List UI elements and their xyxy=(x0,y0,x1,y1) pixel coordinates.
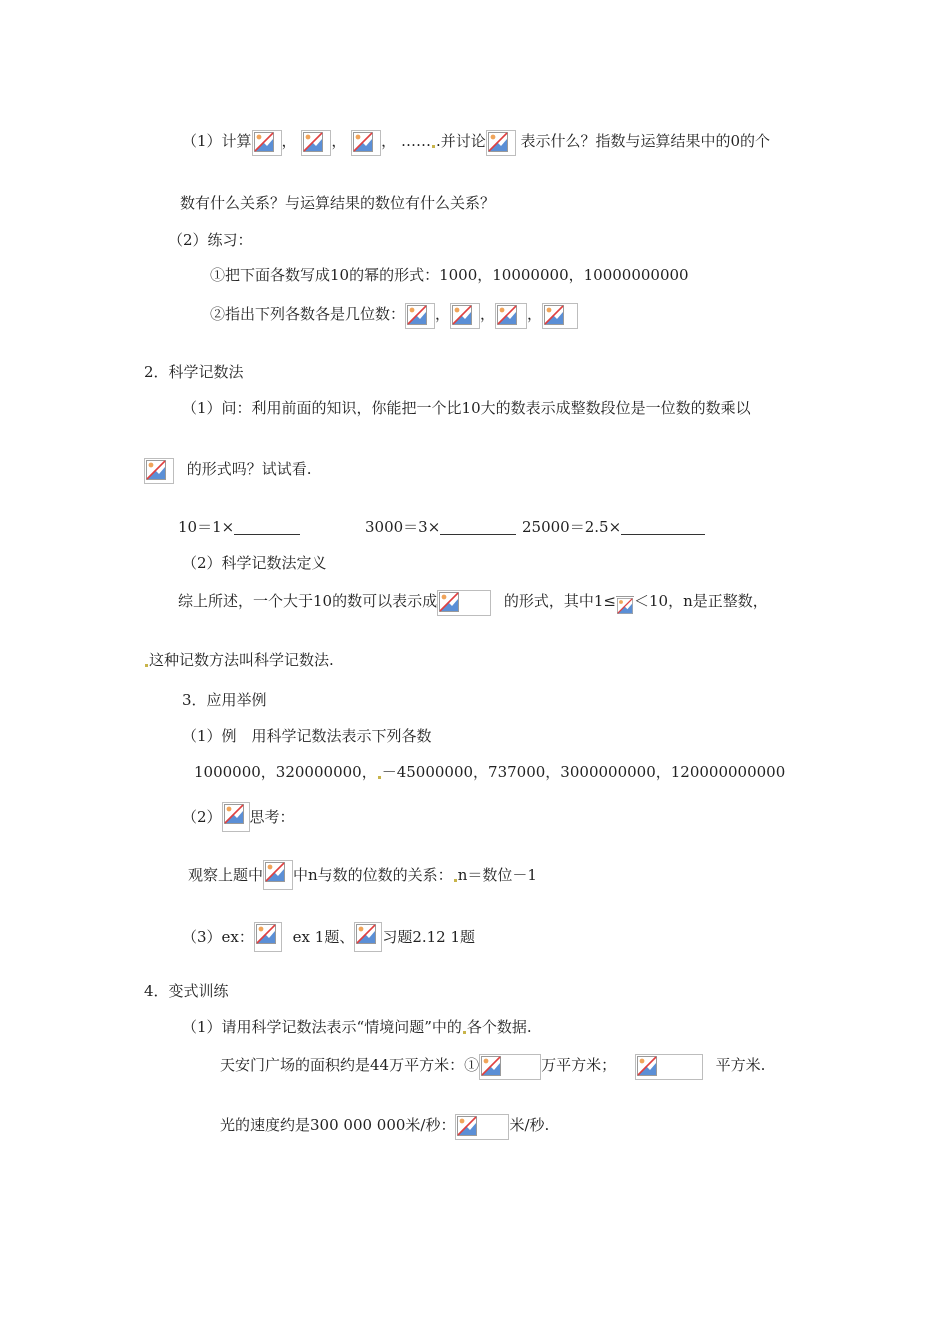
definition-title: （2）科学记数法定义 xyxy=(182,554,327,572)
broken-image-icon xyxy=(301,130,331,156)
answer-blank xyxy=(621,520,705,535)
question-line-2: 的形式吗？试试看. xyxy=(144,458,312,484)
broken-image-icon xyxy=(405,303,435,329)
broken-image-icon xyxy=(479,1054,541,1080)
anchor-mark-icon xyxy=(378,776,381,779)
observe-line: 观察上题中 中n与数的位数的关系： n＝数位－1 xyxy=(188,860,537,890)
definition-line-2: 这种记数方法叫科学记数法. xyxy=(144,650,334,670)
section-2-title: 2．科学记数法 xyxy=(144,363,244,381)
example-line: （1）例 用科学记数法表示下列各数 xyxy=(182,727,432,745)
practice-b: ②指出下列各数各是几位数： ， ， ， xyxy=(210,303,578,329)
practice-title: （2）练习： xyxy=(168,231,253,249)
broken-image-icon xyxy=(616,596,634,616)
broken-image-icon xyxy=(144,458,174,484)
area-line: 天安门广场的面积约是44万平方米：① 万平方米； 平方米. xyxy=(220,1054,765,1080)
section-3-title: 3．应用举例 xyxy=(182,691,267,709)
broken-image-icon xyxy=(542,303,578,329)
anchor-mark-icon xyxy=(454,879,457,882)
speed-line: 光的速度约是300 000 000米/秒： 米/秒. xyxy=(220,1114,549,1140)
question-line-1: （1）问：利用前面的知识，你能把一个比10大的数表示成整数段位是一位数的数乘以 xyxy=(182,399,751,417)
anchor-mark-icon xyxy=(145,664,148,667)
broken-image-icon xyxy=(437,590,491,616)
broken-image-icon xyxy=(455,1114,509,1140)
practice-a: ①把下面各数写成10的幂的形式：1000，10000000，10000000000 xyxy=(210,266,689,284)
variant-item-1: （1）请用科学记数法表示“情境问题”中的 各个数据. xyxy=(182,1018,532,1036)
calc-line-2: 数有什么关系？与运算结果的数位有什么关系？ xyxy=(180,194,496,212)
broken-image-icon xyxy=(495,303,527,329)
broken-image-icon xyxy=(351,130,381,156)
broken-image-icon xyxy=(254,922,282,952)
anchor-mark-icon xyxy=(432,145,435,148)
exercise-line: （3）ex： ex 1题、 习题2.12 1题 xyxy=(182,922,475,952)
numbers-line: 1000000，320000000， －45000000，737000，3000000000，120000000000 xyxy=(194,763,786,781)
calc-line: （1）计算 ， ， ， …… .并讨论 表示什么？指数与运算结果中的0的个 xyxy=(182,130,770,156)
equation-2: 3000＝3× xyxy=(365,517,516,537)
equation-3: 25000＝2.5× xyxy=(522,517,705,537)
anchor-mark-icon xyxy=(463,1031,466,1034)
broken-image-icon xyxy=(252,130,282,156)
broken-image-icon xyxy=(354,922,382,952)
think-line: （2） 思考： xyxy=(182,802,295,832)
broken-image-icon xyxy=(263,860,293,890)
answer-blank xyxy=(440,520,516,535)
answer-blank xyxy=(234,520,300,535)
equation-1: 10＝1× xyxy=(178,517,300,537)
broken-image-icon xyxy=(486,130,516,156)
broken-image-icon xyxy=(450,303,480,329)
definition-line-1: 综上所述，一个大于10的数可以表示成 的形式，其中1≤ ＜10，n是正整数， xyxy=(178,590,768,616)
broken-image-icon xyxy=(222,802,250,832)
broken-image-icon xyxy=(635,1054,703,1080)
section-4-title: 4．变式训练 xyxy=(144,982,229,1000)
